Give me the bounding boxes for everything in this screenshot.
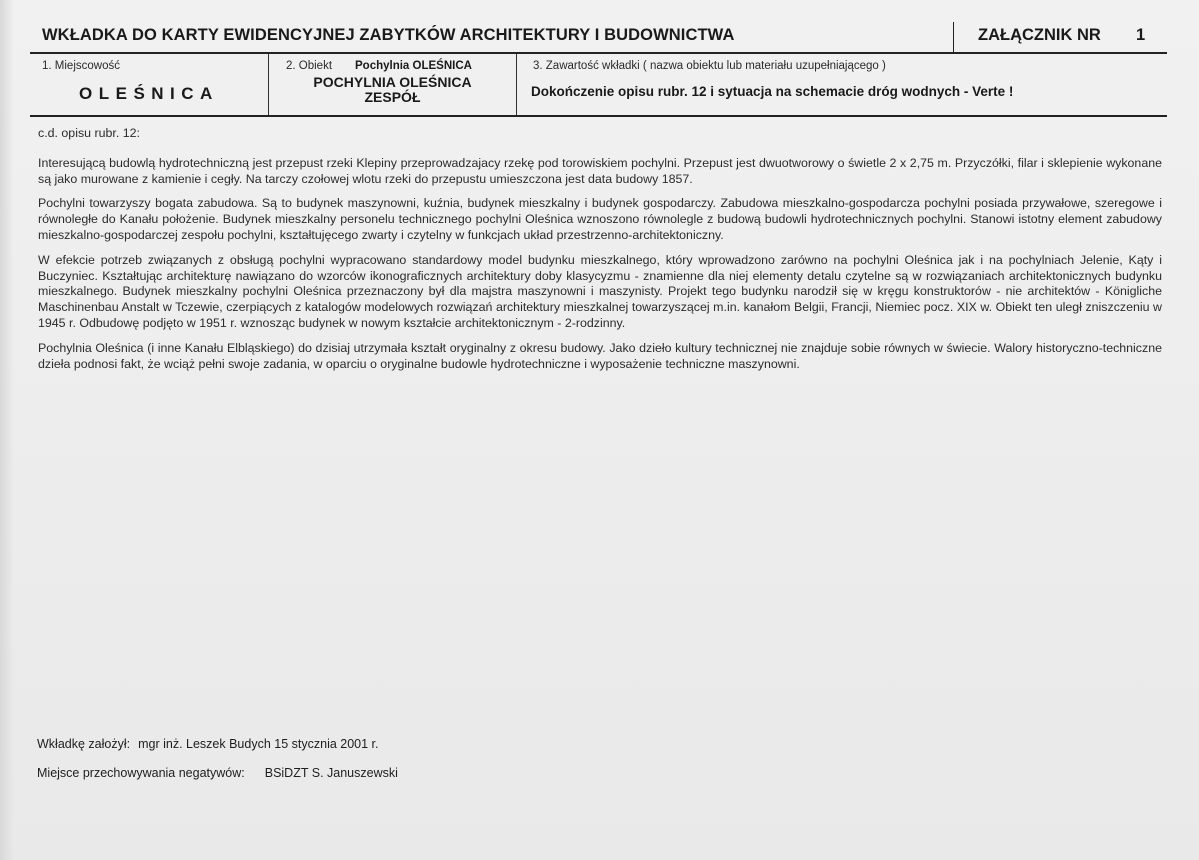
- header-rule: [30, 52, 1167, 54]
- field-divider-1: [268, 54, 269, 116]
- object-inline-value: Pochylnia OLEŚNICA: [355, 60, 472, 72]
- header-divider: [953, 22, 954, 54]
- document-title: WKŁADKA DO KARTY EWIDENCYJNEJ ZABYTKÓW ARCHITEKTURY I BUDOWNICTWA: [42, 26, 735, 44]
- paragraph-significance: Pochylnia Oleśnica (i inne Kanału Elbląskiego) do dzisiaj utrzymała kształt oryginalny z okresu budowy. Jako dzieło kultury technicznej nie znajduje sobie równych w świecie. Walory historyczno-techniczne dzieła podnosi fakt, że wciąż pełni swoje zadania, w oparciu o oryginalne budowle hydrotechniczne i wyposażenie techniczne maszynowni.: [38, 340, 1162, 371]
- fields-rule: [30, 115, 1167, 117]
- field-divider-2: [516, 54, 517, 116]
- continuation-heading: c.d. opisu rubr. 12:: [38, 126, 140, 140]
- content-label: 3. Zawartość wkładki ( nazwa obiektu lub materiału uzupełniającego ): [533, 60, 886, 72]
- scan-edge-shadow: [0, 0, 14, 860]
- author-line: [37, 737, 379, 751]
- object-label: 2. Obiekt: [286, 60, 333, 72]
- object-value: [270, 75, 515, 105]
- locality-label: 1. Miejscowość: [42, 60, 120, 72]
- annex-label: ZAŁĄCZNIK NR: [978, 26, 1101, 44]
- negatives-value: BSiDZT S. Januszewski: [264, 766, 398, 780]
- author-value: mgr inż. Leszek Budych 15 stycznia 2001 r.: [138, 737, 379, 751]
- paragraph-residential-building: W efekcie potrzeb związanych z obsługą pochylni wypracowano standardowy model budynku mieszkalnego, który wprowadzono zarówno na pochylni Oleśnica jak i na pochylniach Jelenie, Kąty i Buczyniec. Kształtując architekturę nawiązano do wzorców ikonograficznych architektury doby klasycyzmu - znamienne dla niej elementy detalu czytelne są w rozwiązaniach architektonicznych budynku mieszkalnego. Budynek mieszkalny pochylni Oleśnica przeznaczony był dla majstra maszynowni i maszynisty. Projekt tego budynku narodził się w kręgu konstruktorów - nie architektów - Königliche Maschinenbau Anstalt w Tczewie, czerpiących z katalogów modelowych rozwiązań architektury mieszkalnej towarzyszącej m.in. kanałom Belgii, Francji, Niemiec pocz. XIX w. Obiekt ten uległ zniszczeniu w 1945 r. Odbudowę podjęto w 1951 r. wznosząc budynek w nowym kształcie architektonicznym - 2-rodzinny.: [38, 252, 1162, 330]
- author-label: Wkładkę założył:: [37, 737, 131, 751]
- object-value-line1: POCHYLNIA OLEŚNICA: [313, 74, 472, 90]
- locality-value: OLEŚNICA: [79, 84, 219, 103]
- annex-number: 1: [1136, 26, 1146, 44]
- content-value: Dokończenie opisu rubr. 12 i sytuacja na schemacie dróg wodnych - Verte !: [531, 84, 1014, 99]
- object-value-line2: ZESPÓŁ: [364, 89, 421, 105]
- paragraph-culvert: Interesującą budowlą hydrotechniczną jest przepust rzeki Klepiny przeprowadzajacy rzekę pod torowiskiem pochylni. Przepust jest dwuotworowy o świetle 2 x 2,75 m. Przyczółki, filar i sklepienie wykonane są jako murowane z kamienie i cegły. Na tarczy czołowej wlotu rzeki do przepustu umieszczona jest data budowy 1857.: [38, 155, 1162, 186]
- paragraph-buildings: Pochylni towarzyszy bogata zabudowa. Są to budynek maszynowni, kuźnia, budynek mieszkalny i budynek gospodarczy. Zabudowa mieszkalno-gospodarcza pochylni posiada przywałowe, szeregowe i równoległe do Kanału położenie. Budynek mieszkalny personelu technicznego pochylni Oleśnica wznoszono równolegle z budową budowli hydrotechnicznych pochylni. Stanowi istotny element zabudowy mieszkalno-gospodarczej zespołu pochylni, kształtujęcego zwarty i czytelny w funkcjach układ przestrzenno-architektoniczny.: [38, 196, 1162, 242]
- negatives-line: [37, 766, 398, 780]
- description-body: [38, 126, 1162, 381]
- negatives-label: Miejsce przechowywania negatywów:: [37, 766, 245, 780]
